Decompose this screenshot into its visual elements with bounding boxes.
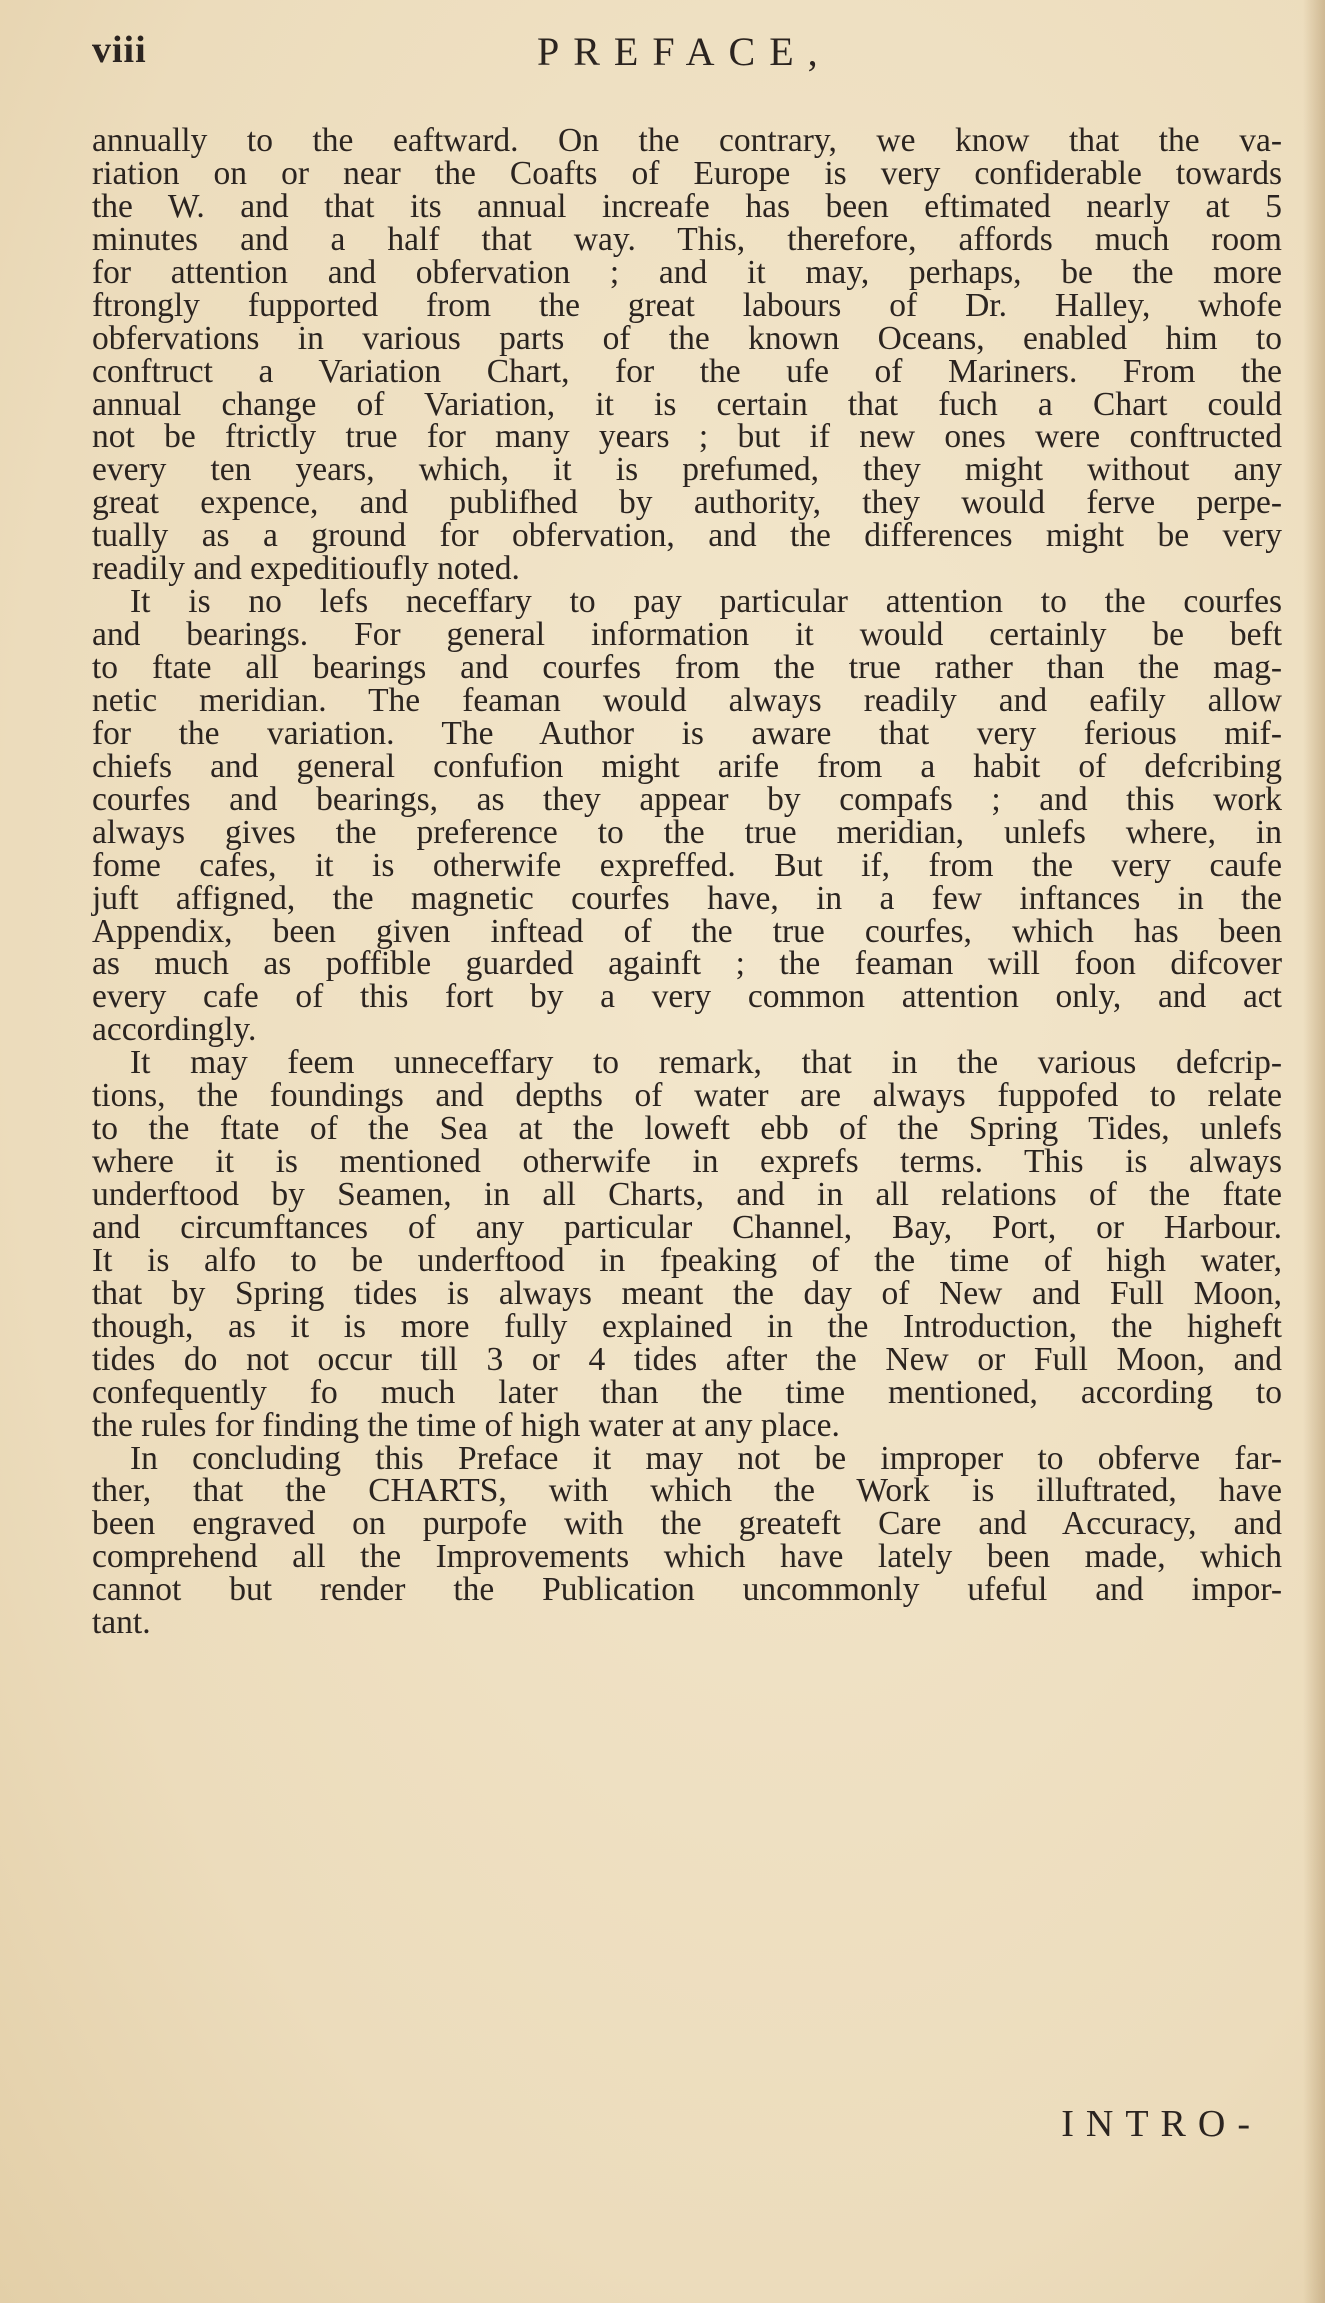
text-line: the W. and that its annual increafe has been eftimated nearly at 5	[92, 187, 1282, 225]
text-line: netic meridian. The feaman would always readily and eafily allow	[92, 681, 1282, 719]
text-line: tually as a ground for obfervation, and the differences might be very	[92, 517, 1282, 555]
text-line: riation on or near the Coafts of Europe is very confiderable towards	[92, 154, 1282, 192]
text-line: It may feem unneceffary to remark, that in the various defcrip-	[130, 1044, 1282, 1082]
text-line: and bearings. For general information it would certainly be beft	[92, 616, 1282, 654]
text-line: that by Spring tides is always meant the day of New and Full Moon,	[92, 1274, 1282, 1312]
text-line: Appendix, been given inftead of the true courfes, which has been	[92, 912, 1282, 950]
text-line: juft affigned, the magnetic courfes have, in a few inftances in the	[92, 879, 1282, 917]
text-line: ftrongly fupported from the great labours of Dr. Halley, whofe	[92, 286, 1282, 324]
text-line: for the variation. The Author is aware that very ferious mif-	[92, 714, 1282, 752]
text-line: annually to the eaftward. On the contrary, we know that the va-	[92, 122, 1282, 159]
text-line: been engraved on purpofe with the greateft Care and Accuracy, and	[92, 1505, 1282, 1543]
text-line: where it is mentioned otherwife in exprefs terms. This is always	[92, 1143, 1282, 1181]
text-line: tions, the foundings and depths of water are always fuppofed to relate	[92, 1077, 1282, 1115]
body-text	[92, 122, 1282, 1642]
text-line: every ten years, which, it is prefumed, they might without any	[92, 451, 1282, 489]
text-line: as much as poffible guarded againft ; the feaman will foon difcover	[92, 945, 1282, 983]
text-line: readily and expeditioufly noted.	[92, 550, 520, 588]
text-line: It is alfo to be underftood in fpeaking of the time of high water,	[92, 1241, 1282, 1279]
text-line: tant.	[92, 1604, 151, 1642]
text-line: annual change of Variation, it is certain that fuch a Chart could	[92, 385, 1282, 423]
text-line: ther, that the CHARTS, with which the Work is illuftrated, have	[92, 1472, 1282, 1510]
text-line: and circumftances of any particular Channel, Bay, Port, or Harbour.	[92, 1208, 1282, 1246]
page-edge-shadow	[1303, 0, 1325, 2303]
running-title: PREFACE,	[537, 29, 832, 74]
text-line: minutes and a half that way. This, therefore, affords much room	[92, 220, 1282, 258]
text-line: underftood by Seamen, in all Charts, and in all relations of the ftate	[92, 1176, 1282, 1213]
text-line: to the ftate of the Sea at the loweft ebb of the Spring Tides, unlefs	[92, 1110, 1282, 1148]
text-line: conftruct a Variation Chart, for the ufe of Mariners. From the	[92, 352, 1282, 390]
text-line: the rules for finding the time of high water at any place.	[92, 1406, 840, 1444]
text-line: chiefs and general confufion might arife from a habit of defcribing	[92, 747, 1282, 785]
text-line: It is no lefs neceffary to pay particular attention to the courfes	[130, 583, 1282, 621]
text-line: fome cafes, it is otherwife expreffed. But if, from the very caufe	[92, 846, 1282, 884]
text-line: to ftate all bearings and courfes from the true rather than the mag-	[92, 649, 1282, 686]
text-line: confequently fo much later than the time mentioned, according to	[92, 1373, 1282, 1411]
text-line: obfervations in various parts of the known Oceans, enabled him to	[92, 319, 1282, 357]
text-line: courfes and bearings, as they appear by compafs ; and this work	[92, 780, 1282, 818]
text-line: cannot but render the Publication uncommonly ufeful and impor-	[92, 1571, 1282, 1609]
catchword: INTRO-	[1061, 2103, 1262, 2145]
text-line: every cafe of this fort by a very common attention only, and act	[92, 978, 1282, 1016]
text-line: tides do not occur till 3 or 4 tides after the New or Full Moon, and	[92, 1340, 1282, 1378]
page-header	[92, 28, 1232, 88]
text-line: not be ftrictly true for many years ; but if new ones were conftructed	[92, 418, 1282, 456]
text-line: accordingly.	[92, 1011, 257, 1049]
text-line: comprehend all the Improvements which have lately been made, which	[92, 1538, 1282, 1576]
text-line: always gives the preference to the true meridian, unlefs where, in	[92, 813, 1282, 851]
text-line: though, as it is more fully explained in the Introduction, the higheft	[92, 1307, 1282, 1345]
text-line: for attention and obfervation ; and it may, perhaps, be the more	[92, 253, 1282, 291]
text-line: great expence, and publifhed by authority, they would ferve perpe-	[92, 484, 1282, 522]
page-number: viii	[92, 29, 147, 71]
text-line: In concluding this Preface it may not be improper to obferve far-	[130, 1439, 1282, 1477]
